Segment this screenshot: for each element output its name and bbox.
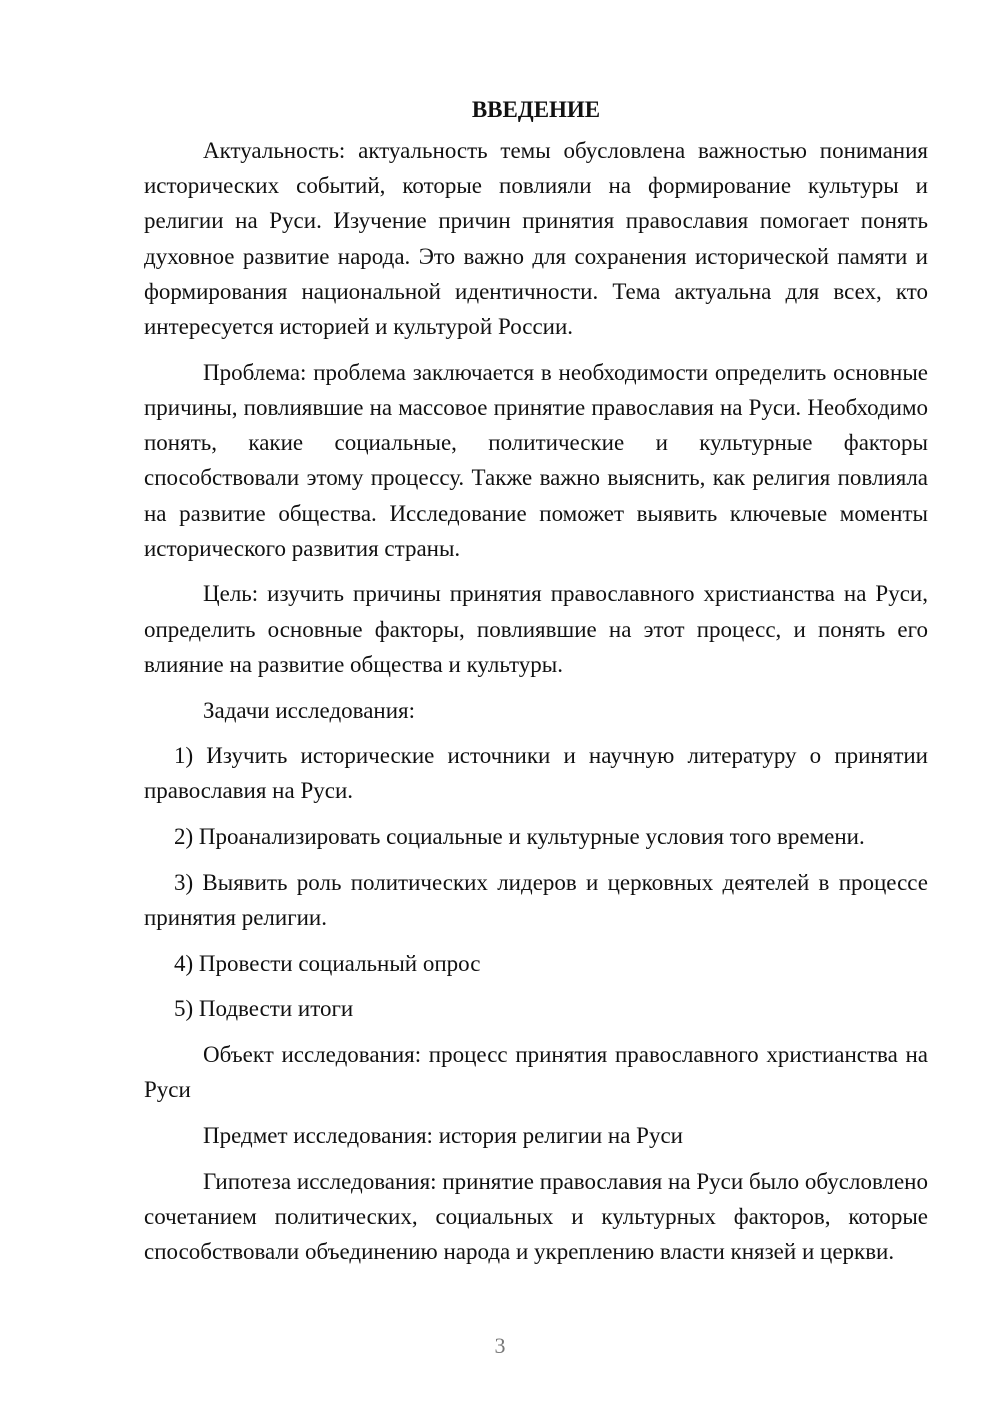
task-item-3: 3) Выявить роль политических лидеров и церковных деятелей в процессе принятия религии. [144,869,928,931]
task-item-4: 4) Провести социальный опрос [174,950,481,976]
tasks-heading: Задачи исследования: [203,697,416,723]
task-item-2: 2) Проанализировать социальные и культурные условия того времени. [174,824,865,850]
research-subject-paragraph: Предмет исследования: история религии на Руси [203,1123,683,1149]
page-content [144,92,928,1280]
task-item-5: 5) Подвести итоги [174,996,354,1022]
hypothesis-paragraph: Гипотеза исследования: принятие православия на Руси было обусловлено сочетанием политических, социальных и культурных факторов, которые способствовали объединению народа и укреплению власти князей и церкви. [144,1168,928,1265]
goal-paragraph: Цель: изучить причины принятия православного христианства на Руси, определить основные факторы, повлиявшие на этот процесс, и понять его влияние на развитие общества и культуры. [144,581,928,677]
research-object-paragraph: Объект исследования: процесс принятия православного христианства на Руси [144,1042,928,1103]
task-item-1: 1) Изучить исторические источники и научную литературу о принятии православия на Руси. [144,743,928,804]
problem-paragraph: Проблема: проблема заключается в необходимости определить основные причины, повлиявшие на массовое принятие православия на Руси. Необходимо понять, какие социальные, политические и культурные факторы способствовали этому процессу. Также важно выяснить, как религия повлияла на развитие общества. Исследование поможет выявить ключевые моменты исторического развития страны. [144,359,928,561]
page-number: 3 [494,1333,506,1358]
section-title: ВВЕДЕНИЕ [471,97,601,122]
relevance-paragraph: Актуальность: актуальность темы обусловлена важностью понимания исторических событий, которые повлияли на формирование культуры и религии на Руси. Изучение причин принятия православия помогает понять духовное развитие народа. Это важно для сохранения исторической памяти и формирования национальной идентичности. Тема актуальна для всех, кто интересуется историей и культурой России. [144,138,928,340]
